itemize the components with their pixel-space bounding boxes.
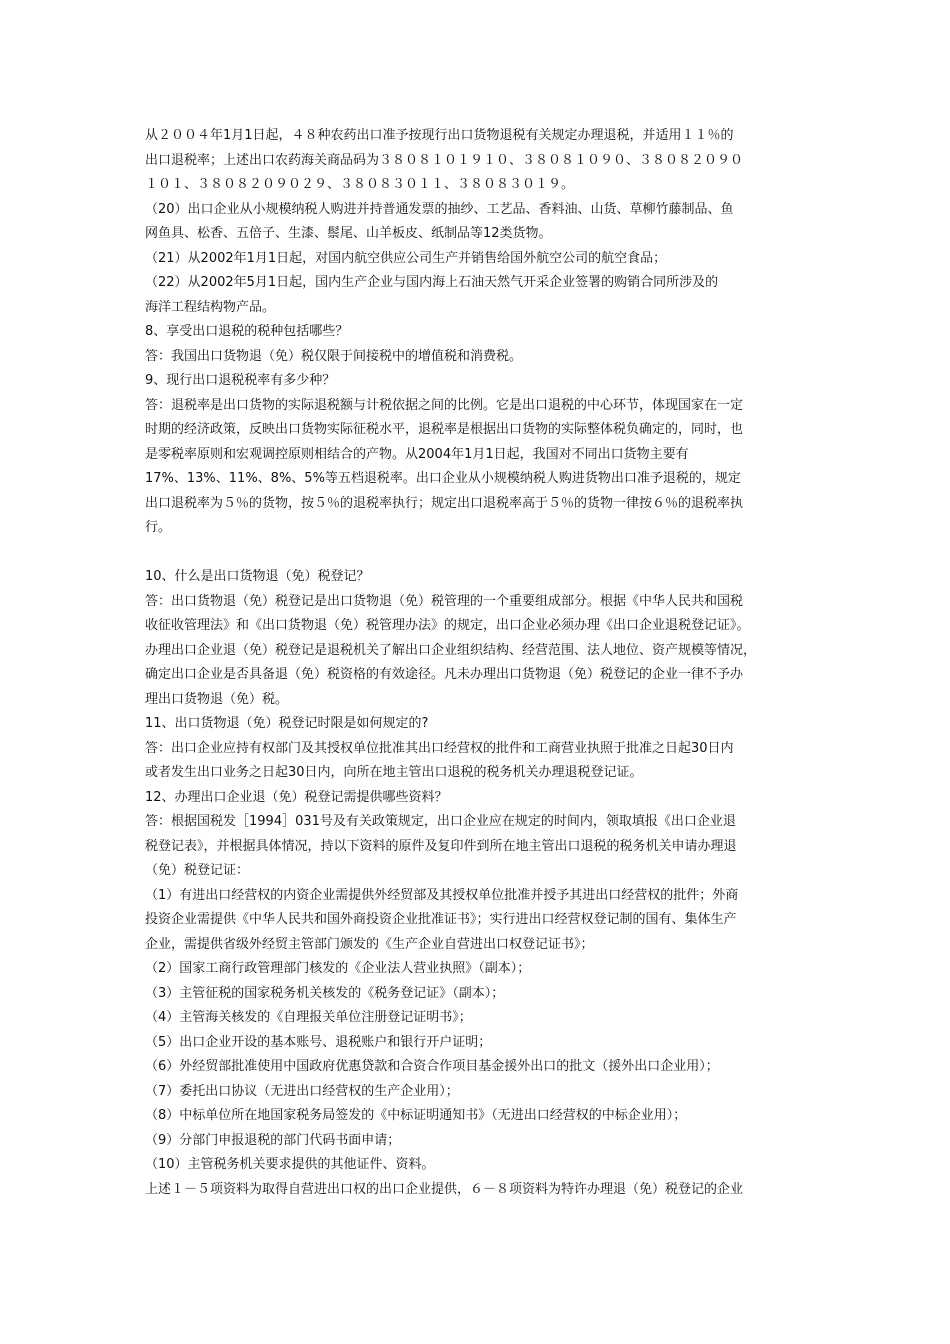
text-line: （10）主管税务机关要求提供的其他证件、资料。 <box>145 1157 435 1172</box>
text-line: 上述１－５项资料为取得自营进出口权的出口企业提供，６－８项资料为特许办理退（免）税登记的企业 <box>145 1181 744 1197</box>
text-line: 17%、13%、11%、8%、5%等五档退税率。出口企业从小规模纳税人购进货物出口准予退税的，规定 <box>145 471 741 486</box>
text-line: 是零税率原则和宏观调控原则相结合的产物。从2004年1月1日起，我国对不同出口货物主要有 <box>145 446 689 462</box>
text-line: 11、出口货物退（免）税登记时限是如何规定的? <box>145 716 429 731</box>
text-line: 确定出口企业是否具备退（免）税资格的有效途径。凡未办理出口货物退（免）税登记的企业一律不予办 <box>145 667 744 682</box>
text-line: 投资企业需提供《中华人民共和国外商投资企业批准证书》；实行进出口经营权登记制的国有、集体生产 <box>145 912 737 927</box>
text-line: 或者发生出口业务之日起30日内，向所在地主管出口退税的税务机关办理退税登记证。 <box>145 765 643 780</box>
text-line: 12、办理出口企业退（免）税登记需提供哪些资料？ <box>145 789 448 805</box>
text-line: （20）出口企业从小规模纳税人购进并持普通发票的抽纱、工艺品、香料油、山货、草柳竹藤制品、鱼 <box>145 201 734 217</box>
text-line: １０１、３８０８２０９０２９、３８０８３０１１、３８０８３０１９。 <box>145 177 575 192</box>
text-line: （22）从2002年5月1日起，国内生产企业与国内海上石油天然气开采企业签署的购销合同所涉及的 <box>145 275 719 290</box>
text-line: 收征收管理法》和《出口货物退（免）税管理办法》的规定，出口企业必须办理《出口企业退税登记证》。 <box>145 618 750 633</box>
text-line: （9）分部门申报退税的部门代码书面申请； <box>145 1132 401 1148</box>
text-line: 答：我国出口货物退（免）税仅限于间接税中的增值税和消费税。 <box>145 348 523 364</box>
text-line: 行。 <box>145 520 172 535</box>
text-line: （4）主管海关核发的《自理报关单位注册登记证明书》； <box>145 1010 472 1025</box>
text-line: （6）外经贸部批准使用中国政府优惠贷款和合资合作项目基金援外出口的批文（援外出口企业用）； <box>145 1059 719 1074</box>
text-line: （2）国家工商行政管理部门核发的《企业法人营业执照》（副本）； <box>145 961 531 976</box>
text-line: 答：出口货物退（免）税登记是出口货物退（免）税管理的一个重要组成部分。根据《中华人民共和国税 <box>145 593 744 609</box>
text-line: 税登记表》，并根据具体情况，持以下资料的原件及复印件到所在地主管出口退税的税务机关申请办理退 <box>145 838 737 854</box>
document-body <box>145 124 810 1202</box>
text-line: 出口退税率为５％的货物，按５％的退税率执行；规定出口退税率高于５％的货物一律按６％的退税率执 <box>145 495 744 511</box>
text-line: 9、现行出口退税税率有多少种？ <box>145 373 336 388</box>
text-line: （7）委托出口协议（无进出口经营权的生产企业用）； <box>145 1083 459 1099</box>
text-line: 8、享受出口退税的税种包括哪些？ <box>145 324 349 339</box>
text-line: 答：出口企业应持有权部门及其授权单位批准其出口经营权的批件和工商营业执照于批准之日起30日内 <box>145 740 734 756</box>
text-line: 答：根据国税发［1994］031号及有关政策规定，出口企业应在规定的时间内，领取填报《出口企业退 <box>145 814 736 829</box>
text-line: 从２００４年1月1日起，４８种农药出口准予按现行出口货物退税有关规定办理退税，并适用１１％的 <box>145 128 734 143</box>
text-line: 企业，需提供省级外经贸主管部门颁发的《生产企业自营进出口权登记证书》； <box>145 936 594 952</box>
text-line: （21）从2002年1月1日起，对国内航空供应公司生产并销售给国外航空公司的航空食品； <box>145 250 667 266</box>
text-line: 时期的经济政策，反映出口货物实际征税水平，退税率是根据出口货物的实际整体税负确定的，同时，也 <box>145 422 744 437</box>
text-line: （免）税登记证： <box>145 863 250 878</box>
text-line: （8）中标单位所在地国家税务局签发的《中标证明通知书》（无进出口经营权的中标企业用）； <box>145 1108 687 1123</box>
text-line: （5）出口企业开设的基本账号、退税账户和银行开户证明； <box>145 1034 492 1050</box>
text-line: 10、什么是出口货物退（免）税登记？ <box>145 569 370 584</box>
text-line: （3）主管征税的国家税务机关核发的《税务登记证》（副本）； <box>145 985 505 1001</box>
text-line: 办理出口企业退（免）税登记是退税机关了解出口企业组织结构、经营范围、法人地位、资产规模等情况， <box>145 642 757 658</box>
text-line: （1）有进出口经营权的内资企业需提供外经贸部及其授权单位批准并授予其进出口经营权的批件；外商 <box>145 887 739 903</box>
text-line: 理出口货物退（免）税。 <box>145 691 289 707</box>
blank-line <box>145 541 810 566</box>
text-line: 出口退税率；上述出口农药海关商品码为３８０８１０１９１０、３８０８１０９０、３８０８２０９０ <box>145 152 744 168</box>
text-line: 网鱼具、松香、五倍子、生漆、鬃尾、山羊板皮、纸制品等12类货物。 <box>145 226 552 241</box>
text-line: 海洋工程结构物产品。 <box>145 299 276 315</box>
text-line: 答：退税率是出口货物的实际退税额与计税依据之间的比例。它是出口退税的中心环节，体现国家在一定 <box>145 397 744 413</box>
